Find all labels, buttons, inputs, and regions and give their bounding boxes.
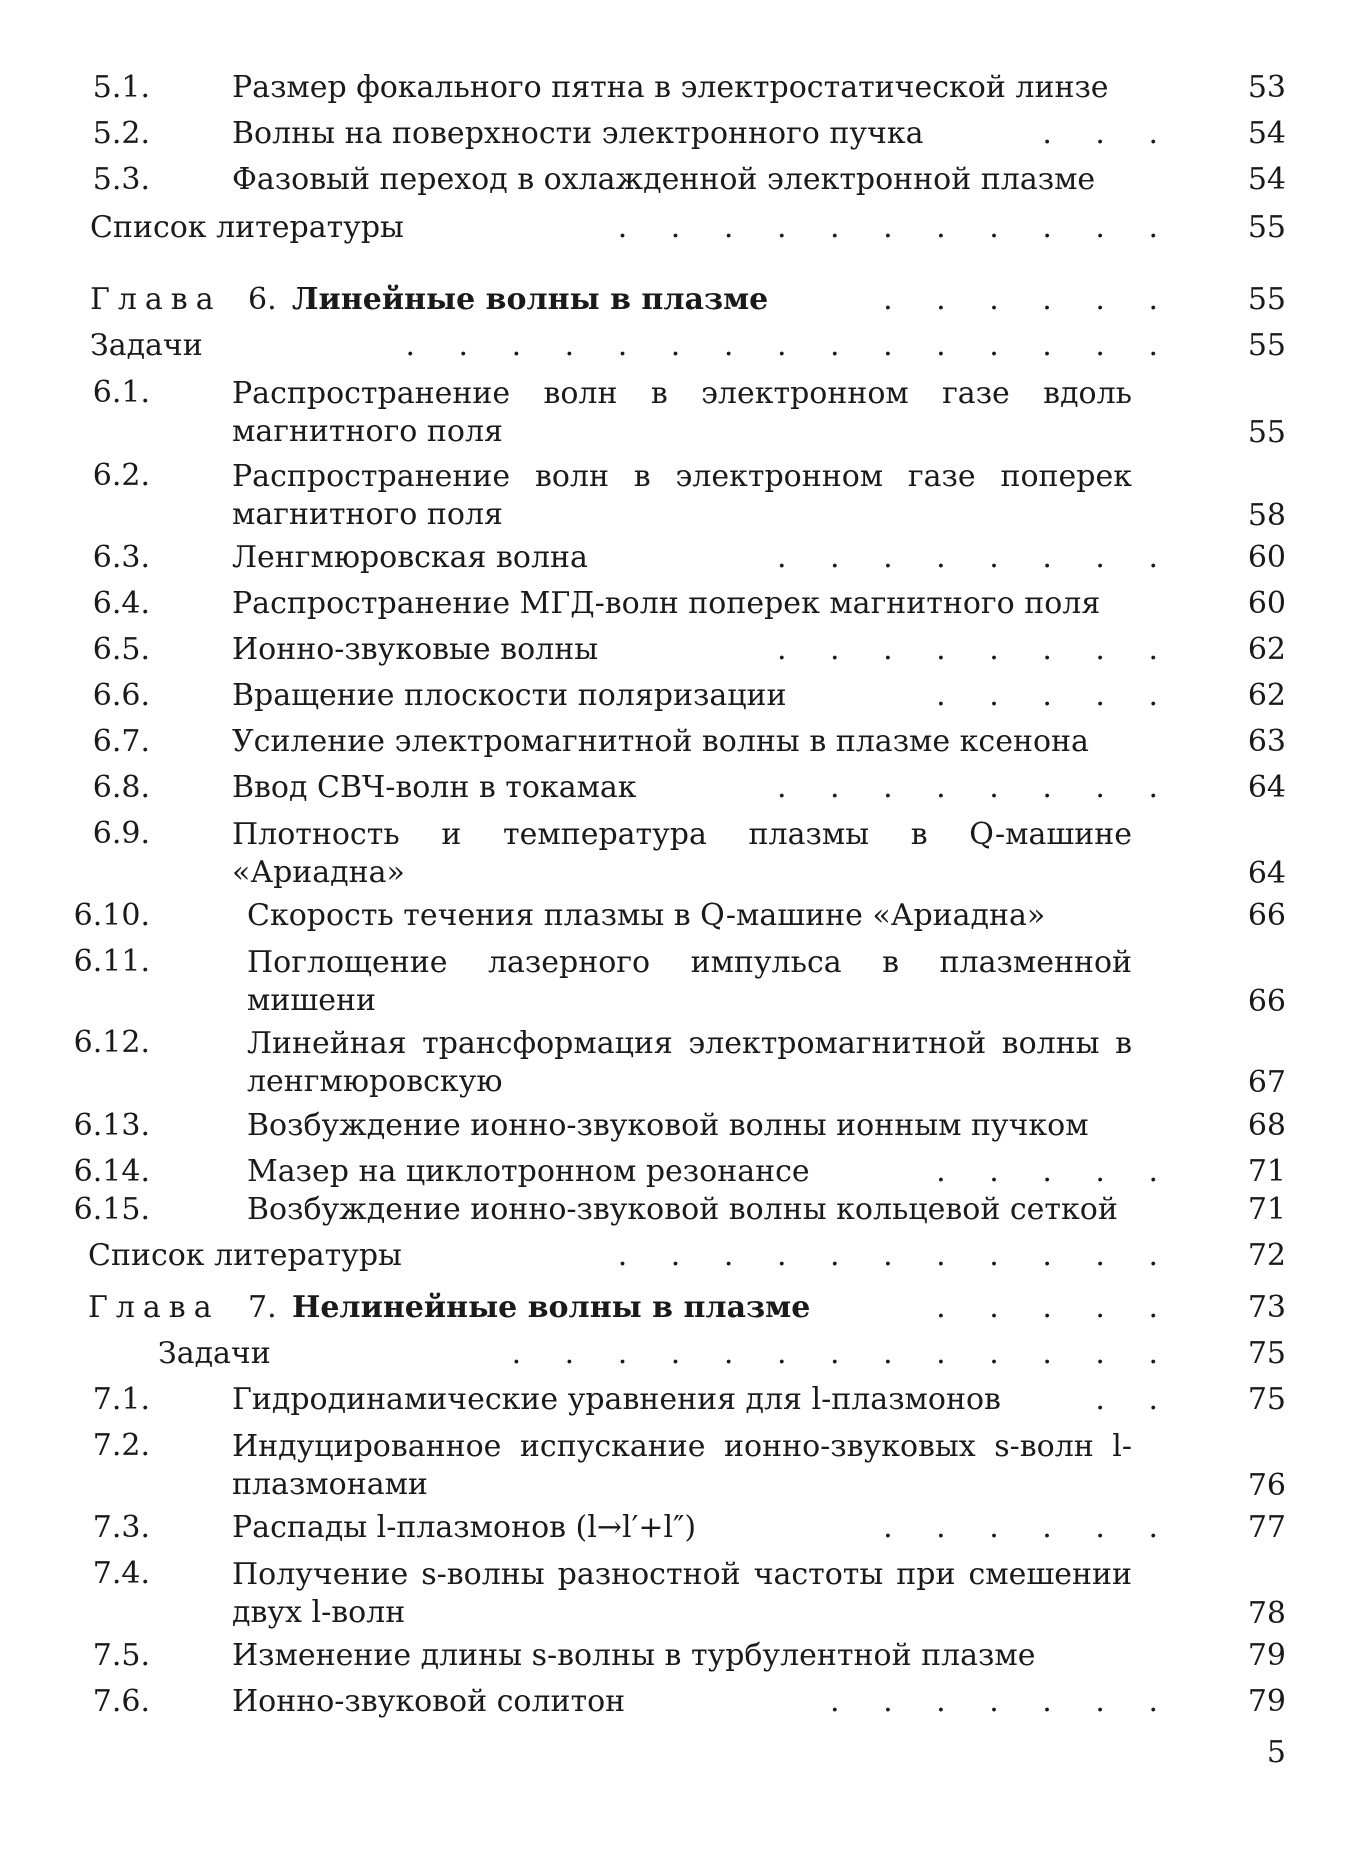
entry-page: 78	[1247, 1596, 1286, 1631]
chapter-title: Линейные волны в плазме	[292, 282, 769, 317]
leader-dots: . . .	[1042, 116, 1175, 151]
chapter-number: 6.	[248, 282, 277, 317]
entry-number: 6.5.	[92, 632, 150, 667]
entry-title: Фазовый переход в охлажденной электронной плазме	[232, 162, 1096, 197]
entry-title: Распространение волн в электронном газе вдоль магнитного поля	[232, 376, 1132, 449]
entry-page: 53	[1247, 70, 1286, 105]
entry-number: 7.2.	[92, 1428, 150, 1463]
toc-entry	[0, 1238, 1350, 1278]
toc-entry	[0, 1510, 1350, 1550]
entry-page: 60	[1247, 540, 1286, 575]
entry-page: 66	[1247, 984, 1286, 1019]
leader-dots: . . . . . . . . . . .	[617, 210, 1175, 245]
entry-page: 68	[1247, 1108, 1286, 1143]
leader-dots: . . . . . . . . . . . . . . .	[405, 328, 1175, 363]
toc-entry	[0, 1025, 1350, 1105]
entry-number: 6.12.	[73, 1025, 150, 1060]
toc-entry	[0, 1382, 1350, 1422]
leader-dots: . . . . . . . . . . . . .	[511, 1336, 1175, 1371]
toc-entry	[0, 328, 1350, 368]
entry-page: 60	[1247, 586, 1286, 621]
entry-title: Задачи	[90, 328, 203, 363]
leader-dots: . . . . .	[936, 678, 1175, 713]
toc-entry	[0, 724, 1350, 764]
entry-page: 72	[1247, 1238, 1286, 1273]
entry-number: 6.8.	[92, 770, 150, 805]
entry-number: 6.10.	[73, 898, 150, 933]
entry-title: Волны на поверхности электронного пучка	[232, 116, 924, 151]
entry-number: 6.7.	[92, 724, 150, 759]
toc-entry	[0, 944, 1350, 1024]
entry-number: 7.5.	[92, 1638, 150, 1673]
toc-entry	[0, 210, 1350, 250]
entry-title: Вращение плоскости поляризации	[232, 678, 787, 713]
toc-entry	[0, 116, 1350, 156]
entry-number: 6.3.	[92, 540, 150, 575]
toc-entry	[0, 1108, 1350, 1148]
entry-page: 77	[1247, 1510, 1286, 1545]
page-number: 5	[1266, 1735, 1286, 1770]
entry-title: Список литературы	[88, 1238, 402, 1273]
leader-dots: . . . . . . . .	[776, 540, 1175, 575]
entry-title: Ввод СВЧ-волн в токамак	[232, 770, 637, 805]
entry-page: 55	[1247, 282, 1286, 317]
entry-number: 5.1.	[92, 70, 150, 105]
chapter-label: Глава	[90, 282, 222, 317]
toc-entry	[0, 458, 1350, 538]
toc-entry	[0, 770, 1350, 810]
entry-page: 55	[1247, 210, 1286, 245]
entry-number: 6.1.	[92, 375, 150, 410]
entry-page: 75	[1247, 1336, 1286, 1371]
entry-title: Плотность и температура плазмы в Q-машине «Ариадна»	[232, 817, 1132, 890]
entry-number: 7.3.	[92, 1510, 150, 1545]
leader-dots: . . . . .	[936, 1154, 1175, 1189]
chapter-number: 7.	[248, 1290, 277, 1325]
entry-title: Размер фокального пятна в электростатической линзе	[232, 70, 1109, 105]
entry-title: Возбуждение ионно-звуковой волны ионным пучком	[247, 1108, 1089, 1143]
entry-page: 54	[1247, 116, 1286, 151]
entry-page: 75	[1247, 1382, 1286, 1417]
entry-title: Гидродинамические уравнения для l-плазмонов	[232, 1382, 1001, 1417]
entry-number: 7.4.	[92, 1556, 150, 1591]
entry-page: 55	[1247, 328, 1286, 363]
entry-title: Индуцированное испускание ионно-звуковых s-волн l-плазмонами	[232, 1429, 1132, 1502]
toc-entry	[0, 162, 1350, 202]
chapter-label: Глава	[88, 1290, 220, 1325]
toc-entry	[0, 1192, 1350, 1232]
entry-number: 5.3.	[92, 162, 150, 197]
entry-number: 6.9.	[92, 816, 150, 851]
entry-page: 71	[1247, 1192, 1286, 1227]
entry-page: 71	[1247, 1154, 1286, 1189]
leader-dots: . . . . . . . .	[776, 632, 1175, 667]
entry-title: Усиление электромагнитной волны в плазме ксенона	[232, 724, 1089, 759]
toc-entry	[0, 898, 1350, 938]
entry-title: Скорость течения плазмы в Q-машине «Ариадна»	[247, 898, 1046, 933]
leader-dots: . .	[1095, 1382, 1175, 1417]
entry-title: Распространение МГД-волн поперек магнитного поля	[232, 586, 1101, 621]
leader-dots: . . . . . .	[883, 1510, 1175, 1545]
entry-page: 73	[1247, 1290, 1286, 1325]
entry-number: 6.6.	[92, 678, 150, 713]
entry-title: Распады l-плазмонов (l→l′+l″)	[232, 1510, 697, 1545]
entry-title: Ленгмюровская волна	[232, 540, 588, 575]
toc-entry	[0, 1556, 1350, 1636]
entry-page: 79	[1247, 1684, 1286, 1719]
leader-dots: . . . . . . .	[830, 1684, 1175, 1719]
entry-number: 7.1.	[92, 1382, 150, 1417]
entry-page: 63	[1247, 724, 1286, 759]
entry-title: Задачи	[158, 1336, 271, 1371]
entry-title: Список литературы	[90, 210, 404, 245]
toc-entry	[0, 678, 1350, 718]
toc-entry	[0, 586, 1350, 626]
entry-number: 7.6.	[92, 1684, 150, 1719]
entry-title: Получение s-волны разностной частоты при смешении двух l-волн	[232, 1557, 1132, 1630]
entry-number: 6.14.	[73, 1154, 150, 1189]
entry-page: 64	[1247, 770, 1286, 805]
entry-title: Возбуждение ионно-звуковой волны кольцевой сеткой	[247, 1192, 1118, 1227]
toc-entry	[0, 1336, 1350, 1376]
leader-dots: . . . . . .	[883, 282, 1175, 317]
toc-entry	[0, 816, 1350, 896]
chapter-heading	[0, 1290, 1350, 1330]
entry-number: 6.13.	[73, 1108, 150, 1143]
toc-entry	[0, 375, 1350, 455]
toc-entry	[0, 632, 1350, 672]
leader-dots: . . . . . . . . . . .	[617, 1238, 1175, 1273]
entry-page: 58	[1247, 498, 1286, 533]
toc-entry	[0, 70, 1350, 110]
leader-dots: . . . . .	[936, 1290, 1175, 1325]
entry-page: 62	[1247, 632, 1286, 667]
toc-entry	[0, 1428, 1350, 1508]
toc-entry	[0, 1154, 1350, 1194]
entry-number: 6.2.	[92, 458, 150, 493]
entry-page: 67	[1247, 1065, 1286, 1100]
toc-entry	[0, 540, 1350, 580]
entry-title: Поглощение лазерного импульса в плазменной мишени	[247, 945, 1132, 1018]
entry-title: Ионно-звуковой солитон	[232, 1684, 626, 1719]
entry-title: Линейная трансформация электромагнитной волны в ленгмюровскую	[247, 1026, 1132, 1099]
entry-title: Мазер на циклотронном резонансе	[247, 1154, 810, 1189]
entry-number: 5.2.	[92, 116, 150, 151]
entry-title: Ионно-звуковые волны	[232, 632, 599, 667]
entry-number: 6.11.	[73, 944, 150, 979]
entry-page: 54	[1247, 162, 1286, 197]
entry-page: 66	[1247, 898, 1286, 933]
toc-entry	[0, 1684, 1350, 1724]
chapter-title: Нелинейные волны в плазме	[292, 1290, 811, 1325]
entry-page: 64	[1247, 856, 1286, 891]
toc-entry	[0, 1638, 1350, 1678]
chapter-heading	[0, 282, 1350, 322]
leader-dots: . . . . . . . .	[776, 770, 1175, 805]
entry-page: 55	[1247, 415, 1286, 450]
entry-page: 79	[1247, 1638, 1286, 1673]
entry-number: 6.15.	[73, 1192, 150, 1227]
entry-title: Распространение волн в электронном газе поперек магнитного поля	[232, 459, 1132, 532]
entry-page: 62	[1247, 678, 1286, 713]
entry-number: 6.4.	[92, 586, 150, 621]
entry-page: 76	[1247, 1468, 1286, 1503]
entry-title: Изменение длины s-волны в турбулентной плазме	[232, 1638, 1036, 1673]
